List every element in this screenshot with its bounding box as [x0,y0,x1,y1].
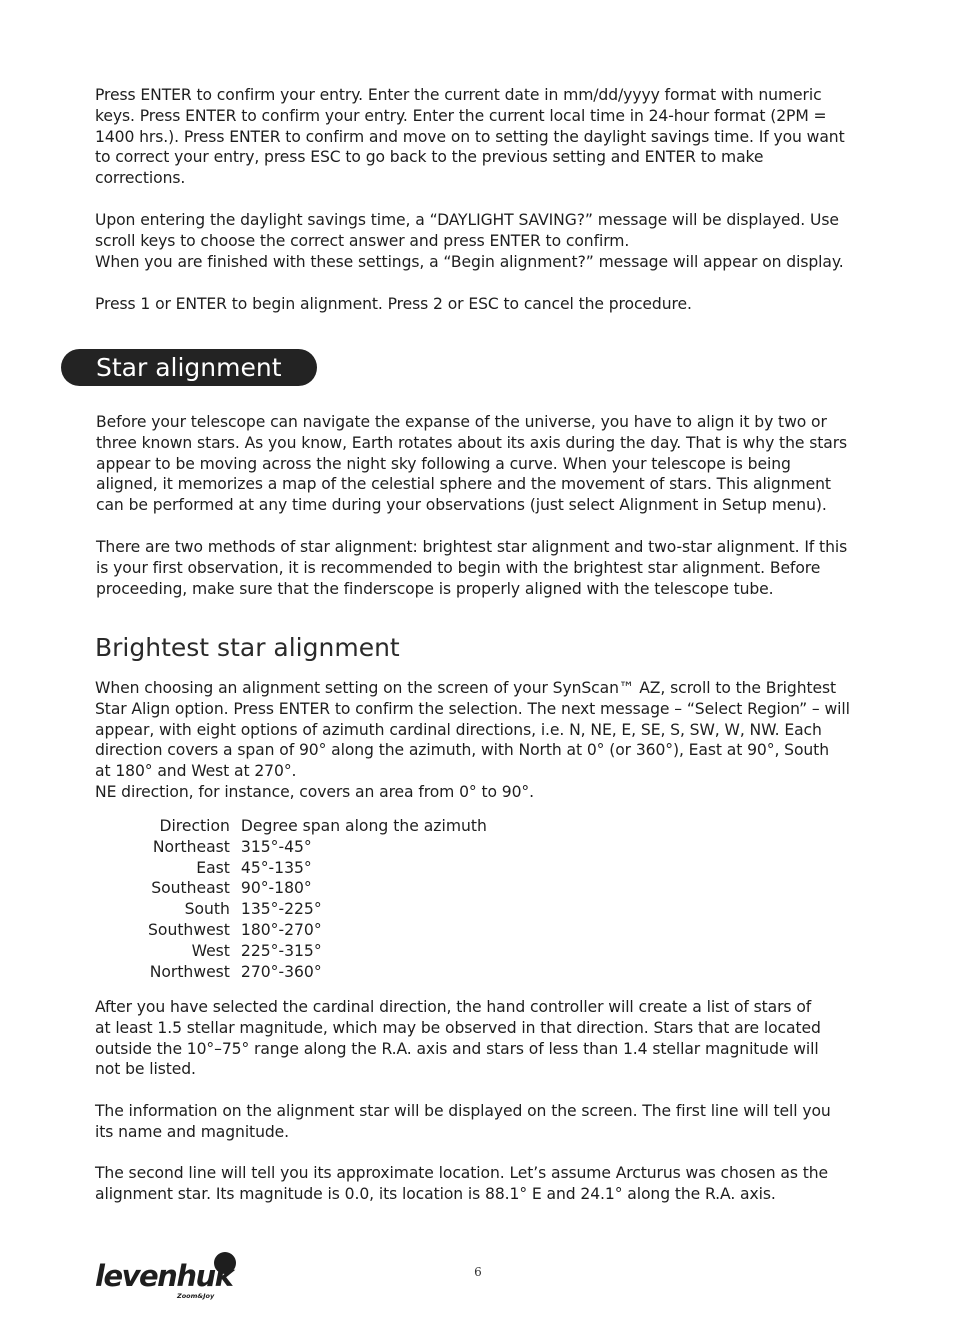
direction-cell: Southwest [148,920,230,939]
direction-cell: Northwest [149,962,230,981]
span-cell: 135°-225° [240,900,322,919]
star-alignment-paragraph-1: Before your telescope can navigate the expanse of the universe, you have to align it by two or three known stars. As you know, Earth rotates about its axis during the day. That is why the stars appear to be moving across the night sky following a curve. When your telescope is being aligned, it memorizes a map of the celestial sphere and the movement of stars. This alignment can be performed at any time during your observations (just select Alignment in Setup menu). [96,413,848,515]
direction-cell: Northeast [152,837,230,856]
span-cell: 225°-315° [240,941,322,960]
logo-wordmark: levenhuk [95,1259,233,1293]
table-row [148,837,487,858]
table-row [148,858,487,879]
page-number: 6 [474,1265,482,1279]
intro-paragraph-3: Press 1 or ENTER to begin alignment. Press 2 or ESC to cancel the procedure. [95,295,692,313]
direction-cell: South [184,900,230,919]
table-header-direction: Direction [159,817,230,835]
section-title-star-alignment: Star alignment [96,353,282,382]
span-cell: 315°-45° [240,837,312,856]
span-cell: 90°-180° [240,879,312,898]
intro-paragraph-2: Upon entering the daylight savings time, a “DAYLIGHT SAVING?” message will be displayed. Use scroll keys to choose the correct answer and press ENTER to confirm. When you are finished with these settings, a “Begin alignment?” message will appear on display. [95,211,844,271]
azimuth-span-table [148,816,487,982]
brightest-paragraph-2: After you have selected the cardinal direction, the hand controller will create a list of stars of at least 1.5 stellar magnitude, which may be observed in that direction. Stars that are located outside the 10°–75° range along the R.A. axis and stars of less than 1.4 stellar magnitude will not be listed. [95,998,821,1079]
table-row [148,899,487,920]
span-cell: 45°-135° [240,858,312,877]
table-row [148,962,487,983]
levenhuk-logo [95,1250,245,1302]
direction-cell: West [191,941,230,960]
direction-cell: East [196,858,230,877]
star-alignment-paragraph-2: There are two methods of star alignment: brightest star alignment and two-star alignment. If this is your first observation, it is recommended to begin with the brightest star alignment. Before proceeding, make sure that the finderscope is properly aligned with the telescope tube. [96,538,848,598]
brightest-paragraph-3: The information on the alignment star will be displayed on the screen. The first line will tell you its name and magnitude. [95,1102,831,1141]
table-header-row [148,816,487,837]
intro-paragraph-1: Press ENTER to confirm your entry. Enter the current date in mm/dd/yyyy format with numeric keys. Press ENTER to confirm your entry. Enter the current local time in 24-hour format (2PM = 1400 hrs.). Press ENTER to confirm and move on to setting the daylight savings time. If you want to correct your entry, press ESC to go back to the previous setting and ENTER to make corrections. [95,86,845,188]
brightest-paragraph-1: When choosing an alignment setting on the screen of your SynScan™ AZ, scroll to the Brightest Star Align option. Press ENTER to confirm the selection. The next message – “Select Region” – will appear, with eight options of azimuth cardinal directions, i.e. N, NE, E, SE, S, SW, W, NW. Each direction covers a span of 90° along the azimuth, with North at 0° (or 360°), East at 90°, South at 180° and West at 270°. NE direction, for instance, covers an area from 0° to 90°. [95,679,850,801]
table-row [148,941,487,962]
logo-tagline: Zoom&Joy [177,1292,215,1300]
span-cell: 270°-360° [240,962,322,981]
table-row [148,920,487,941]
span-cell: 180°-270° [240,920,322,939]
section-title-brightest-star: Brightest star alignment [95,633,400,662]
levenhuk-logo-mark [95,1250,245,1302]
table-header-span: Degree span along the azimuth [240,817,487,835]
table-row [148,878,487,899]
brightest-paragraph-4: The second line will tell you its approximate location. Let’s assume Arcturus was chosen as the alignment star. Its magnitude is 0.0, its location is 88.1° E and 24.1° along the R.A. axis. [95,1164,828,1203]
direction-cell: Southeast [151,879,230,898]
section-banner-star-alignment [61,349,317,386]
